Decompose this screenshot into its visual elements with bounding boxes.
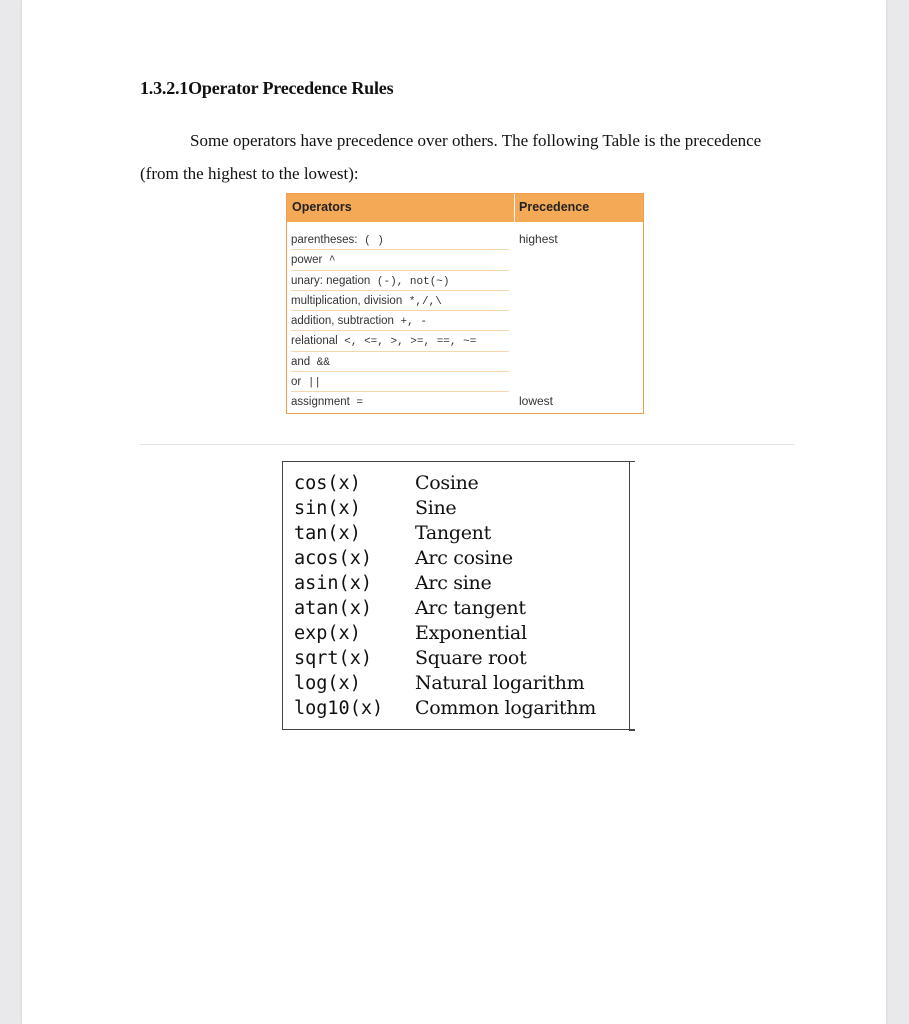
intro-paragraph [140, 124, 800, 190]
header-divider [514, 194, 515, 222]
precedence-lowest-label: lowest [519, 394, 554, 408]
table-row: assignment = [291, 396, 364, 410]
function-description: Arc cosine [415, 547, 513, 569]
table-row: addition, subtraction +, - [291, 311, 509, 331]
function-description: Natural logarithm [415, 672, 585, 694]
table-row: multiplication, division *,/,\ [291, 291, 509, 311]
function-name: atan(x) [294, 598, 372, 619]
function-description: Tangent [415, 522, 491, 544]
function-name: tan(x) [294, 523, 361, 544]
table-row: or || [291, 372, 509, 392]
function-name: asin(x) [294, 573, 372, 594]
function-description: Common logarithm [415, 697, 596, 719]
function-description: Sine [415, 497, 457, 519]
function-name: sqrt(x) [294, 648, 372, 669]
function-name: log10(x) [294, 698, 384, 719]
precedence-highest-label: highest [519, 232, 558, 246]
function-name: acos(x) [294, 548, 372, 569]
section-heading: 1.3.2.1Operator Precedence Rules [140, 78, 394, 98]
function-name: exp(x) [294, 623, 361, 644]
paragraph-line-1: Some operators have precedence over others. The following Table is the precedence [190, 131, 762, 150]
functions-table [282, 461, 630, 730]
table-row: power ^ [291, 250, 509, 270]
border-tick [629, 461, 635, 463]
header-precedence: Precedence [519, 200, 590, 214]
function-description: Cosine [415, 472, 479, 494]
function-description: Arc tangent [415, 597, 526, 619]
horizontal-divider [140, 444, 794, 445]
table-row: and && [291, 352, 509, 372]
header-operators: Operators [292, 200, 352, 214]
table-row: relational <, <=, >, >=, ==, ~= [291, 331, 509, 351]
document-page [22, 0, 886, 1024]
precedence-table [286, 193, 644, 414]
precedence-rows [291, 230, 509, 413]
function-name: sin(x) [294, 498, 361, 519]
border-tick [629, 729, 635, 731]
table-row: parentheses: ( ) [291, 230, 509, 250]
function-name: cos(x) [294, 473, 361, 494]
precedence-table-header [287, 194, 643, 222]
function-name: log(x) [294, 673, 361, 694]
table-row: unary: negation (-), not(~) [291, 271, 509, 291]
function-description: Exponential [415, 622, 527, 644]
function-description: Arc sine [415, 572, 492, 594]
paragraph-line-2: (from the highest to the lowest): [140, 164, 359, 183]
function-description: Square root [415, 647, 527, 669]
